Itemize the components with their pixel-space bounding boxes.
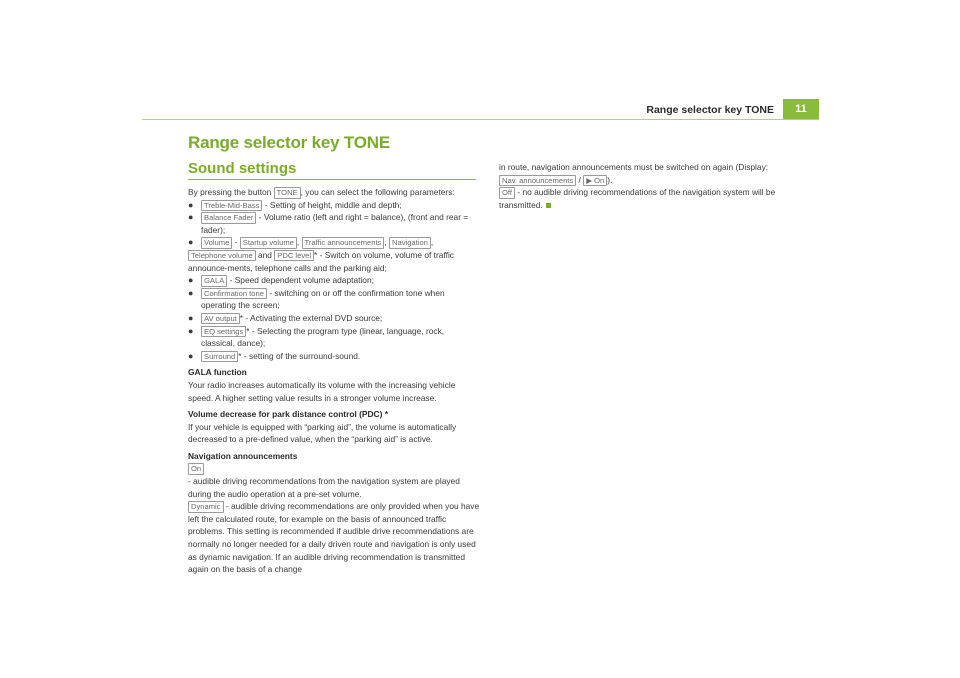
section-end-icon [546,203,551,208]
page-number: 11 [783,99,819,119]
bullet-icon: ● [188,237,194,248]
list-item: ● GALA - Speed dependent volume adaptation; [188,275,374,286]
gala-text: Your radio increases automatically its volume with the increasing vehicle speed. A higher setting value results in a stronger volume increase. [188,379,456,403]
treble-mid-bass-key: Treble-Mid-Bass [201,200,262,212]
on-key: On [188,463,204,475]
volume-continuation: Telephone volume and PDC level * - Switch on volume, volume of traffic announce-ments, telephone calls and the parking aid; [188,249,454,273]
bullet-icon: ● [188,350,194,361]
header-title: Range selector key TONE [646,104,774,116]
pdc-text: If your vehicle is equipped with “parking aid”, the volume is automatically decreased to a pre-defined value, when the “parking aid” is active. [188,421,457,445]
eq-settings-key: EQ settings [201,326,246,338]
nav-dynamic-paragraph: Dynamic - audible driving recommendations are only provided when you have left the calculated route, for example on the basis of announced traffic problems. This setting is recommended if audible drive recommendations are normally no longer needed for a daily driven route and navigation is only used as dynamic navigation. If an audible driving recommendation is transmitted again on the basis of a change [188,501,480,575]
bullet-icon: ● [188,287,194,298]
bullet-icon: ● [188,325,194,336]
bullet-icon: ● [188,312,194,323]
list-item: ● AV output * - Activating the external DVD source; [188,312,383,323]
bullet-icon: ● [188,275,194,286]
traffic-announcements-key: Traffic announcements [302,237,385,249]
on-arrow-key: ▶ On [583,175,607,187]
nav-continuation: in route, navigation announcements must be switched on again (Display: Nav. announcements / ▶ On ). [499,162,769,185]
gala-heading: GALA function [188,367,247,378]
navigation-key: Navigation [389,237,431,249]
pdc-heading: Volume decrease for park distance control (PDC) * [188,409,388,420]
section-rule [188,179,476,180]
nav-announcements-key: Nav. announcements [499,175,576,187]
surround-key: Surround [201,351,238,363]
header-rule [142,119,819,120]
left-column [188,186,480,576]
telephone-volume-key: Telephone volume [188,250,256,262]
volume-key: Volume [201,237,232,249]
section-title: Sound settings [188,160,297,177]
off-key: Off [499,187,515,199]
nav-heading: Navigation announcements [188,450,298,461]
confirmation-tone-key: Confirmation tone [201,288,267,300]
balance-fader-key: Balance Fader [201,212,256,224]
dynamic-key: Dynamic [188,501,224,513]
tone-key: TONE [274,187,301,199]
list-item: ● Volume - Startup volume , Traffic announcements , Navigation , [188,237,434,248]
bullet-icon: ● [188,212,194,223]
bullet-icon: ● [188,199,194,210]
list-item: ● EQ settings * - Selecting the program type (linear, language, rock, classical, dance); [188,325,445,349]
list-item: ● Confirmation tone - switching on or off the confirmation tone when operating the screen; [188,287,445,311]
gala-key: GALA [201,275,227,287]
nav-off-paragraph: Off - no audible driving recommendations of the navigation system will be transmitted. [499,187,776,210]
nav-on-paragraph: On - audible driving recommendations from the navigation system are played during the audio operation at a pre-set volume. [188,464,460,499]
list-item: ● Treble-Mid-Bass - Setting of height, middle and depth; [188,199,402,210]
page-title: Range selector key TONE [188,133,391,152]
av-output-key: AV output [201,313,240,325]
right-column [499,161,784,211]
list-item: ● Surround * - setting of the surround-sound. [188,350,361,361]
list-item: ● Balance Fader - Volume ratio (left and right = balance), (front and rear = fader); [188,212,469,235]
pdc-level-key: PDC level [274,250,314,262]
intro-paragraph: By pressing the button TONE , you can select the following parameters: [188,187,455,197]
startup-volume-key: Startup volume [240,237,297,249]
